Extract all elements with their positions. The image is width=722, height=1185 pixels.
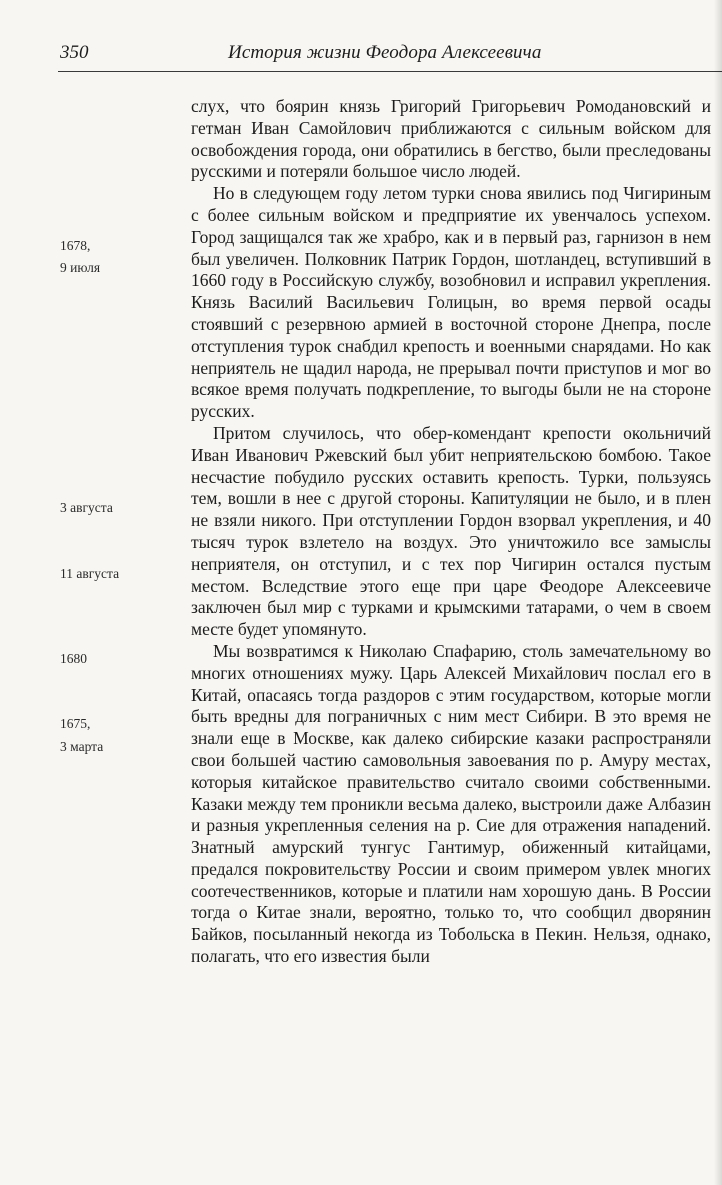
paragraph: Мы возвратимся к Николаю Спафарию, столь замечательному во многих отношениях мужу. Царь Алексей Михайлович послал его в Китай, опасаясь тогда раздоров с этим государством, которые могли быть вредны для пограничных с ним мест Сибири. В это время не знали еще в Москве, как далеко сибирские казаки распространяли свои большей частию самовольныя завоевания по р. Амуру местах, которыя китайское правительство считало своими собственными. Казаки между тем проникли весьма далеко, выстроили даже Албазин и разныя укрепленныя селения на р. Сие для отражения нападений. Знатный амурский тунгус Гантимур, обиженный китайцами, предался покровительству России и своим примером увлек многих соотечественников, которые и платили нам хорошую дань. В России тогда о Китае знали, вероятно, только то, что сообщил дворянин Байков, посыланный некогда из Тобольска в Пекин. Нельзя, однако, полагать, что его известия были	[191, 640, 711, 967]
margin-note-year: 1678,	[60, 238, 91, 253]
margin-note-date: 9 июля	[60, 260, 101, 275]
page-edge-shadow	[714, 0, 722, 1185]
paragraph: Притом случилось, что обер-комендант крепости окольничий Иван Иванович Ржевский был убит неприятельскою бомбою. Такое несчастие побудило русских оставить крепость. Турки, пользуясь тем, вошли в нее с другой стороны. Капитуляции не было, и в плен не взяли никого. При отступлении Гордон взорвал укрепления, и 40 тысяч турок взлетело на воздух. Это уничтожило все замыслы неприятеля, он отступил, и с тех пор Чигирин остался пустым местом. Вследствие этого еще при царе Феодоре Алексеевиче заключен был мир с турками и крымскими татарами, о чем в своем месте будет упомянуто.	[191, 422, 711, 640]
body-text	[191, 96, 711, 968]
margin-note-date: 3 августа	[60, 500, 113, 515]
margin-note-year: 1675,	[60, 716, 91, 731]
paragraph: слух, что боярин князь Григорий Григорьевич Ромодановский и гетман Иван Самойлович приближаются с сильным войском для освобождения города, они обратились в бегство, были преследованы русскими и потеряли большое число людей.	[191, 96, 711, 182]
header-rule	[58, 71, 722, 72]
margin-note-year: 1680	[60, 651, 87, 666]
margin-note-date: 3 марта	[60, 739, 104, 754]
paragraph: Но в следующем году летом турки снова явились под Чигириным с более сильным войском и предприятие их увенчалось успехом. Город защищался так же храбро, как и в первый раз, гарнизон в нем был увеличен. Полковник Патрик Гордон, шотландец, вступивший в 1660 году в Российскую службу, возобновил и исправил укрепления. Князь Василий Васильевич Голицын, во время первой осады стоявший с резервною армией в восточной стороне Днепра, после отступления турок снабдил крепость и военными снарядами. Но как неприятель не щадил народа, не прерывал почти приступов и мог во всякое время получать подкрепление, то выгоды были не на стороне русских.	[191, 183, 711, 422]
page-number: 350	[60, 42, 89, 63]
margin-note-date: 11 августа	[60, 566, 120, 581]
running-title: История жизни Феодора Алексеевича	[228, 42, 542, 63]
